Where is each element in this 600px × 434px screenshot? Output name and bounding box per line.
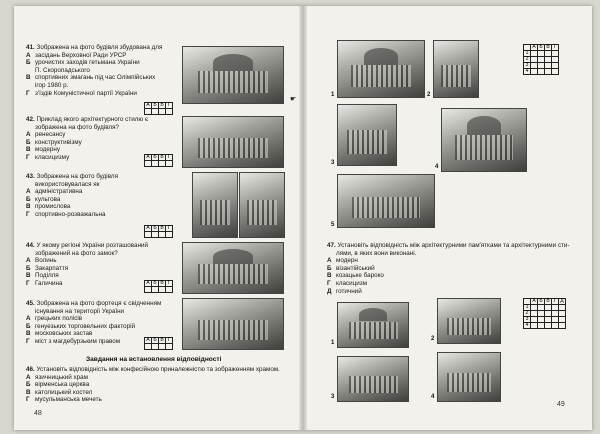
page-number-right: 49 (557, 401, 565, 408)
photo-number: 2 (431, 336, 435, 342)
answer-grid-41[interactable]: А Б В Г (144, 102, 173, 115)
option-c-cont: ігор 1980 р. (35, 81, 69, 89)
question-42: 42. Приклад якого архітектурного стилю є зображена на фото будівля? А ренесансу Б конструктивізму В модерну Г класицизму (26, 116, 149, 161)
question-text: Зображена на фото будівля збудована для (36, 44, 163, 51)
question-number: 41. (26, 44, 35, 51)
option-b-cont: П. Скоропадського (35, 66, 90, 74)
photo-number: 2 (427, 92, 431, 98)
photo-monument-3 (337, 356, 409, 402)
answer-grid-43[interactable]: А Б В Г (144, 225, 173, 238)
left-page (14, 6, 301, 430)
question-41 (26, 44, 186, 97)
photo-temple-1 (337, 40, 425, 98)
page-number-left: 48 (34, 410, 42, 417)
answer-grid-42[interactable]: А Б В Г (144, 154, 173, 167)
photo-monument-1 (337, 302, 409, 348)
photo-church-left (192, 172, 238, 238)
answer-grid-47[interactable]: А Б В Г Д 1 2 3 4 (523, 298, 566, 329)
answer-grid-44[interactable]: А Б В Г (144, 280, 173, 293)
photo-temple-3 (337, 104, 397, 166)
answer-grid-46[interactable]: А Б В Г 1 2 3 4 (523, 44, 559, 75)
photo-number: 1 (331, 340, 335, 346)
photo-castle (182, 242, 284, 294)
photo-number: 1 (331, 92, 335, 98)
photo-number: 3 (331, 160, 335, 166)
option-c: В спортивних змагань під час Олімпійських (26, 74, 156, 82)
answer-grid-45[interactable]: А Б В Г (144, 337, 173, 350)
pointer-icon: ☛ (290, 96, 297, 103)
photo-number: 5 (331, 222, 335, 228)
photo-number: 4 (431, 394, 435, 400)
question-43: 43. Зображена на фото будівля використовувалася як А адміністративна Б культова В промислова Г спортивно-розважальна (26, 173, 118, 218)
photo-number: 4 (435, 164, 439, 170)
question-47: 47. Установіть відповідність між архітектурними пам'ятками та архітектурними сти- лями, в яких вони виконані. А модерн Б візантійський В козацьке бароко Г класицизм Д готичний (327, 242, 570, 295)
book-spread (14, 6, 592, 430)
question-44: 44. У якому регіоні України розташований зображений на фото замок? А Волинь Б Закарпаття В Поділля Г Галичина (26, 242, 149, 287)
photo-building-style (182, 116, 284, 168)
option-d: Г з'їздів Комуністичної партії України (26, 89, 137, 97)
photo-temple-4 (441, 108, 527, 172)
section-title: Завдання на встановлення відповідності (86, 356, 222, 363)
photo-parliament-building (182, 46, 284, 104)
photo-fortress (182, 298, 284, 350)
option-a: А засідань Верховної Ради УРСР (26, 51, 127, 59)
photo-temple-5 (337, 174, 435, 228)
right-page (305, 6, 592, 430)
photo-temple-2 (433, 40, 479, 98)
photo-number: 3 (331, 394, 335, 400)
photo-church-right (239, 172, 285, 238)
photo-monument-4 (437, 352, 501, 402)
question-45: 45. Зображена на фото фортеця є свідченням існування на території України А грецьких полісів Б генуезьких торговельних факторій В московських застав Г міст з магдебурзьким правом (26, 300, 162, 345)
photo-monument-2 (437, 298, 501, 344)
option-b: Б урочистих заходів гетьмана України (26, 59, 140, 67)
question-46: 46. Установіть відповідність між конфесійною приналежністю та зображенням храмом. А язичницький храм Б вірменська церква В католицький костел Г мусульманська мечеть (26, 366, 280, 404)
